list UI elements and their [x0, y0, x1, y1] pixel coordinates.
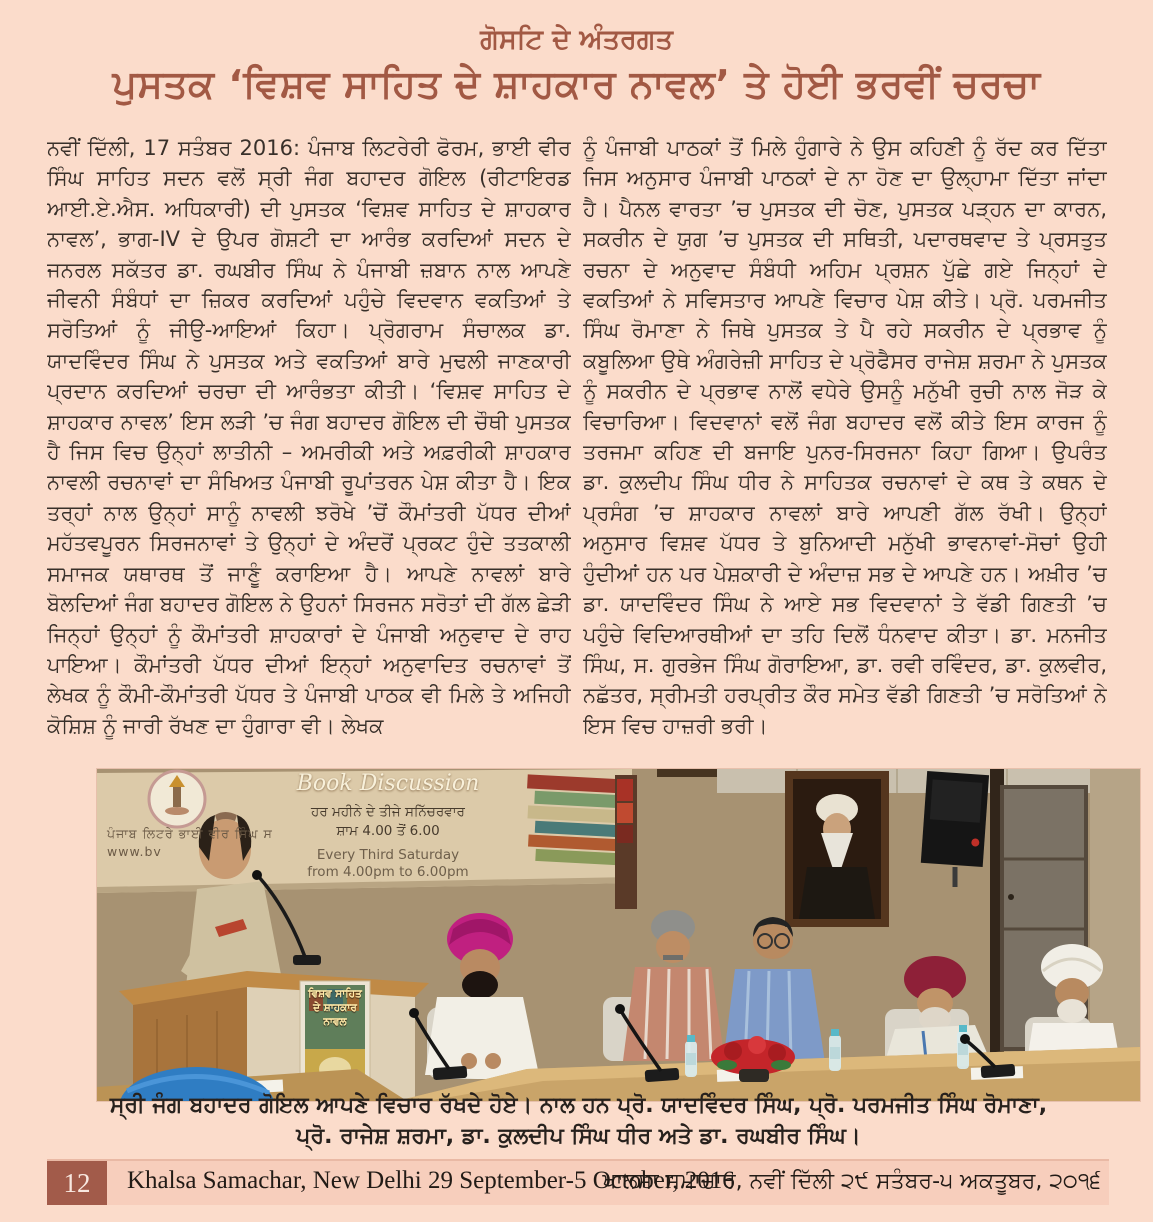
kicker: ਗੋਸਟਿ ਦੇ ਅੰਤਰਗਤ — [480, 24, 673, 55]
article-left-column: ਨਵੀਂ ਦਿੱਲੀ, 17 ਸਤੰਬਰ 2016: ਪੰਜਾਬ ਲਿਟਰੇਰੀ ਫੋਰਮ, ਭਾਈ ਵੀਰ ਸਿੰਘ ਸਾਹਿਤ ਸਦਨ ਵਲੋਂ ਸ੍ਰੀ ਜੰਗ ਬਹਾਦਰ ਗੋਇਲ (ਰੀਟਾਇਰਡ ਆਈ.ਏ.ਐਸ. ਅਧਿਕਾਰੀ) ਦੀ ਪੁਸਤਕ ‘ਵਿਸ਼ਵ ਸਾਹਿਤ ਦੇ ਸ਼ਾਹਕਾਰ ਨਾਵਲ’, ਭਾਗ-IV ਦੇ ਉਪਰ ਗੋਸ਼ਟੀ ਦਾ ਆਰੰਭ ਕਰਦਿਆਂ ਸਦਨ ਦੇ ਜਨਰਲ ਸਕੱਤਰ ਡਾ. ਰਘਬੀਰ ਸਿੰਘ ਨੇ ਪੰਜਾਬੀ ਜ਼ਬਾਨ ਨਾਲ ਆਪਣੇ ਜੀਵਨੀ ਸੰਬੰਧਾਂ ਦਾ ਜ਼ਿਕਰ ਕਰਦਿਆਂ ਪਹੁੰਚੇ ਵਿਦਵਾਨ ਵਕਤਿਆਂ ਤੇ ਸਰੋਤਿਆਂ ਨੂੰ ਜੀਉ-ਆਇਆਂ ਕਿਹਾ। ਪ੍ਰੋਗਰਾਮ ਸੰਚਾਲਕ ਡਾ. ਯਾਦਵਿੰਦਰ ਸਿੰਘ ਨੇ ਪੁਸਤਕ ਅਤੇ ਵਕਤਿਆਂ ਬਾਰੇ ਮੁਢਲੀ ਜਾਣਕਾਰੀ ਪ੍ਰਦਾਨ ਕਰਦਿਆਂ ਚਰਚਾ ਦੀ ਆਰੰਭਤਾ ਕੀਤੀ। ‘ਵਿਸ਼ਵ ਸਾਹਿਤ ਦੇ ਸ਼ਾਹਕਾਰ ਨਾਵਲ’ ਇਸ ਲੜੀ ’ਚ ਜੰਗ ਬਹਾਦਰ ਗੋਇਲ ਦੀ ਚੌਥੀ ਪੁਸਤਕ ਹੈ ਜਿਸ ਵਿਚ ਉਨ੍ਹਾਂ ਲਾਤੀਨੀ – ਅਮਰੀਕੀ ਅਤੇ ਅਫ਼ਰੀਕੀ ਸ਼ਾਹਕਾਰ ਨਾਵਲੀ ਰਚਨਾਵਾਂ ਦਾ ਸੰਖਿਅਤ ਪੰਜਾਬੀ ਰੂਪਾਂਤਰਨ ਪੇਸ਼ ਕੀਤਾ ਹੈ। ਇਕ ਤਰ੍ਹਾਂ ਨਾਲ ਉਨ੍ਹਾਂ ਸਾਨੂੰ ਨਾਵਲੀ ਝਰੋਖੇ ’ਚੋਂ ਕੌਮਾਂਤਰੀ ਪੱਧਰ ਦੀਆਂ ਮਹੱਤਵਪੂਰਨ ਸਿਰਜਨਾਵਾਂ ਤੇ ਉਨ੍ਹਾਂ ਦੇ ਅੰਦਰੋਂ ਪ੍ਰਕਟ ਹੁੰਦੇ ਤਤਕਾਲੀ ਸਮਾਜਕ ਯਥਾਰਥ ਤੋਂ ਜਾਣੂੰ ਕਰਾਇਆ ਹੈ। ਆਪਣੇ ਨਾਵਲਾਂ ਬਾਰੇ ਬੋਲਦਿਆਂ ਜੰਗ ਬਹਾਦਰ ਗੋਇਲ ਨੇ ਉਹਨਾਂ ਸਿਰਜਨ ਸਰੋਤਾਂ ਦੀ ਗੱਲ ਛੇੜੀ ਜਿਨ੍ਹਾਂ ਉਨ੍ਹਾਂ ਨੂੰ ਕੌਮਾਂਤਰੀ ਸ਼ਾਹਕਾਰਾਂ ਦੇ ਪੰਜਾਬੀ ਅਨੁਵਾਦ ਦੇ ਰਾਹ ਪਾਇਆ। ਕੌਮਾਂਤਰੀ ਪੱਧਰ ਦੀਆਂ ਇਨ੍ਹਾਂ ਅਨੁਵਾਦਿਤ ਰਚਨਾਵਾਂ ਤੋਂ ਲੇਖਕ ਨੂੰ ਕੌਮੀ-ਕੌਮਾਂਤਰੀ ਪੱਧਰ ਤੇ ਪੰਜਾਬੀ ਪਾਠਕ ਵੀ ਮਿਲੇ ਤੇ ਅਜਿਹੀ ਕੋਸ਼ਿਸ਼ ਨੂੰ ਜਾਰੀ ਰੱਖਣ ਦਾ ਹੁੰਗਾਰਾ ਵੀ। ਲੇਖਕ — [47, 136, 571, 738]
event-photo — [97, 769, 1140, 1101]
headline: ਪੁਸਤਕ ‘ਵਿਸ਼ਵ ਸਾਹਿਤ ਦੇ ਸ਼ਾਹਕਾਰ ਨਾਵਲ’ ਤੇ ਹੋਈ ਭਰਵੀਂ ਚਰਚਾ — [112, 62, 1041, 106]
banner-punjabi-schedule: ਹਰ ਮਹੀਨੇ ਦੇ ਤੀਜੇ ਸਨਿੱਚਰਵਾਰ ਸ਼ਾਮ 4.00 ਤੋਂ 6.00 — [311, 804, 465, 839]
banner-title: Book Discussion — [296, 771, 480, 796]
footer-masthead-punjabi: ਖਾਲਸਾ ਸਮਾਚਾਰ, ਨਵੀਂ ਦਿੱਲੀ ੨੯ ਸਤੰਬਰ-੫ ਅਕਤੂਬਰ, ੨੦੧੬ — [602, 1169, 1101, 1194]
footer-bar — [47, 1159, 1109, 1205]
photo-illustration — [97, 769, 1140, 1101]
banner-english-schedule: Every Third Saturday from 4.00pm to 6.00pm — [307, 847, 469, 880]
caption-line-1: ਸ੍ਰੀ ਜੰਗ ਬਹਾਦਰ ਗੋਇਲ ਆਪਣੇ ਵਿਚਾਰ ਰੱਖਦੇ ਹੋਏ। ਨਾਲ ਹਨ ਪ੍ਰੋ. ਯਾਦਵਿੰਦਰ ਸਿੰਘ, ਪ੍ਰੋ. ਪਰਮਜੀਤ ਸਿੰਘ ਰੋਮਾਣਾ, — [109, 1093, 1048, 1118]
article-right-column: ਨੂੰ ਪੰਜਾਬੀ ਪਾਠਕਾਂ ਤੋਂ ਮਿਲੇ ਹੁੰਗਾਰੇ ਨੇ ਉਸ ਕਹਿਣੀ ਨੂੰ ਰੱਦ ਕਰ ਦਿੱਤਾ ਜਿਸ ਅਨੁਸਾਰ ਪੰਜਾਬੀ ਪਾਠਕਾਂ ਦੇ ਨਾ ਹੋਣ ਦਾ ਉਲ੍ਹਾਮਾ ਦਿੱਤਾ ਜਾਂਦਾ ਹੈ। ਪੈਨਲ ਵਾਰਤਾ ’ਚ ਪੁਸਤਕ ਦੀ ਚੋਣ, ਪੁਸਤਕ ਪੜ੍ਹਨ ਦਾ ਕਾਰਨ, ਸਕਰੀਨ ਦੇ ਯੁਗ ’ਚ ਪੁਸਤਕ ਦੀ ਸਥਿਤੀ, ਪਦਾਰਥਵਾਦ ਤੇ ਪ੍ਰਸਤੁਤ ਰਚਨਾ ਦੇ ਅਨੁਵਾਦ ਸੰਬੰਧੀ ਅਹਿਮ ਪ੍ਰਸ਼ਨ ਪੁੱਛੇ ਗਏ ਜਿਨ੍ਹਾਂ ਦੇ ਵਕਤਿਆਂ ਨੇ ਸਵਿਸਤਾਰ ਆਪਣੇ ਵਿਚਾਰ ਪੇਸ਼ ਕੀਤੇ। ਪ੍ਰੋ. ਪਰਮਜੀਤ ਸਿੰਘ ਰੋਮਾਣਾ ਨੇ ਜਿਥੇ ਪੁਸਤਕ ਤੇ ਪੈ ਰਹੇ ਸਕਰੀਨ ਦੇ ਪ੍ਰਭਾਵ ਨੂੰ ਕਬੂਲਿਆ ਉਥੇ ਅੰਗਰੇਜ਼ੀ ਸਾਹਿਤ ਦੇ ਪ੍ਰੋਫੈਸਰ ਰਾਜੇਸ਼ ਸ਼ਰਮਾ ਨੇ ਪੁਸਤਕ ਨੂੰ ਸਕਰੀਨ ਦੇ ਪ੍ਰਭਾਵ ਨਾਲੋਂ ਵਧੇਰੇ ਉਸਨੂੰ ਮਨੁੱਖੀ ਰੁਚੀ ਨਾਲ ਜੋੜ ਕੇ ਵਿਚਾਰਿਆ। ਵਿਦਵਾਨਾਂ ਵਲੋਂ ਜੰਗ ਬਹਾਦਰ ਵਲੋਂ ਕੀਤੇ ਇਸ ਕਾਰਜ ਨੂੰ ਤਰਜਮਾ ਕਹਿਣ ਦੀ ਬਜਾਇ ਪੁਨਰ-ਸਿਰਜਨਾ ਕਿਹਾ ਗਿਆ। ਉਪਰੰਤ ਡਾ. ਕੁਲਦੀਪ ਸਿੰਘ ਧੀਰ ਨੇ ਸਾਹਿਤਕ ਰਚਨਾਵਾਂ ਦੇ ਕਥ ਤੇ ਕਥਨ ਦੇ ਪ੍ਰਸੰਗ ’ਚ ਸ਼ਾਹਕਾਰ ਨਾਵਲਾਂ ਬਾਰੇ ਆਪਣੀ ਗੱਲ ਰੱਖੀ। ਉਨ੍ਹਾਂ ਅਨੁਸਾਰ ਵਿਸ਼ਵ ਪੱਧਰ ਤੇ ਬੁਨਿਆਦੀ ਮਨੁੱਖੀ ਭਾਵਨਾਵਾਂ-ਸੋਚਾਂ ਉਹੀ ਹੁੰਦੀਆਂ ਹਨ ਪਰ ਪੇਸ਼ਕਾਰੀ ਦੇ ਅੰਦਾਜ਼ ਸਭ ਦੇ ਆਪਣੇ ਹਨ। ਅਖ਼ੀਰ ’ਚ ਡਾ. ਯਾਦਵਿੰਦਰ ਸਿੰਘ ਨੇ ਆਏ ਸਭ ਵਿਦਵਾਨਾਂ ਤੇ ਵੱਡੀ ਗਿਣਤੀ ’ਚ ਪਹੁੰਚੇ ਵਿਦਿਆਰਥੀਆਂ ਦਾ ਤਹਿ ਦਿਲੋਂ ਧੰਨਵਾਦ ਕੀਤਾ। ਡਾ. ਮਨਜੀਤ ਸਿੰਘ, ਸ. ਗੁਰਭੇਜ ਸਿੰਘ ਗੋਰਾਇਆ, ਡਾ. ਰਵੀ ਰਵਿੰਦਰ, ਡਾ. ਕੁਲਵੀਰ, ਨਛੱਤਰ, ਸ੍ਰੀਮਤੀ ਹਰਪ੍ਰੀਤ ਕੌਰ ਸਮੇਤ ਵੱਡੀ ਗਿਣਤੀ ’ਚ ਸਰੋਤਿਆਂ ਨੇ ਇਸ ਵਿਚ ਹਾਜ਼ਰੀ ਭਰੀ। — [583, 136, 1107, 738]
photo-caption — [57, 1090, 1100, 1152]
banner-center-text — [275, 771, 501, 881]
page-number: 12 — [47, 1161, 107, 1205]
banner-organisation-text: ਪੰਜਾਬ ਲਿਟਰੇ ਭਾਈ ਵੀਰ ਸਿੰਘ ਸ www.bv — [107, 826, 273, 859]
podium-poster-title: ਵਿਸ਼ਵ ਸਾਹਿਤ ਦੇ ਸ਼ਾਹਕਾਰ ਨਾਵਲ — [308, 988, 362, 1028]
footer-masthead-english: Khalsa Samachar, New Delhi 29 September-5 October, 2016 — [127, 1167, 735, 1194]
caption-line-2: ਪ੍ਰੋ. ਰਾਜੇਸ਼ ਸ਼ਰਮਾ, ਡਾ. ਕੁਲਦੀਪ ਸਿੰਘ ਧੀਰ ਅਤੇ ਡਾ. ਰਘਬੀਰ ਸਿੰਘ। — [296, 1124, 861, 1149]
